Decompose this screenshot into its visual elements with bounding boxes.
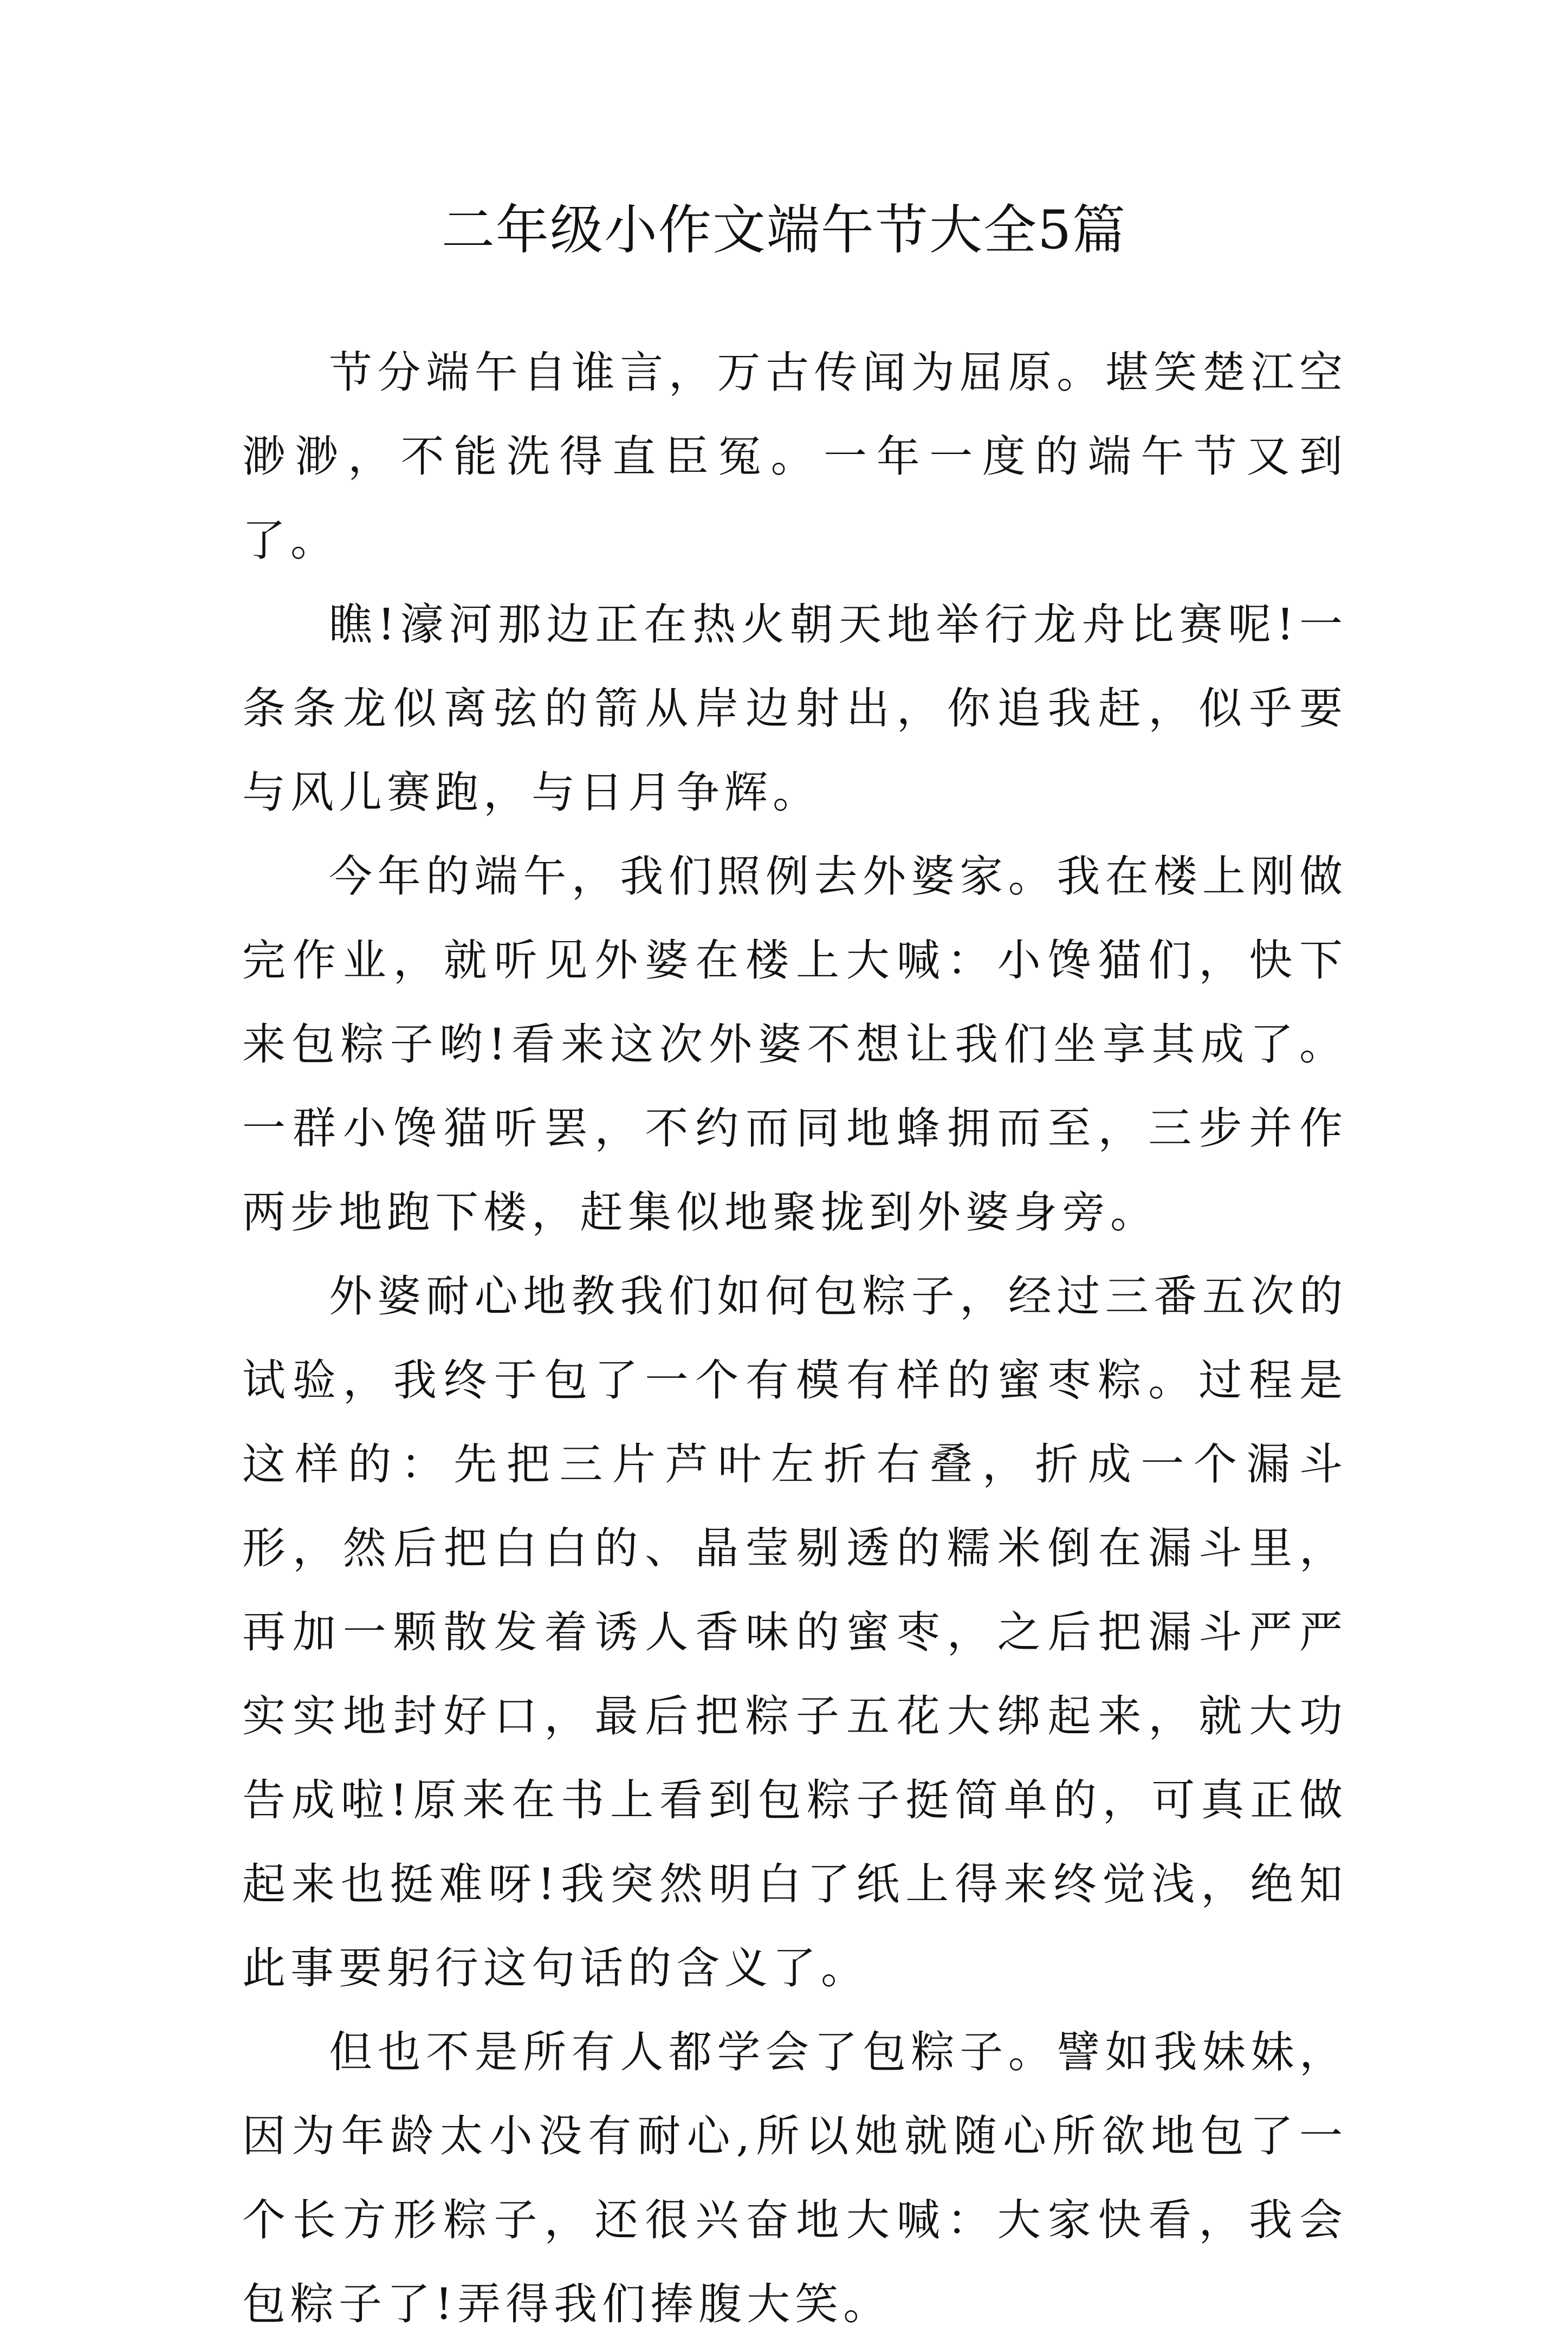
paragraph: 今年的端午，我们照例去外婆家。我在楼上刚做完作业，就听见外婆在楼上大喊：小馋猫们，快下来包粽子哟!看来这次外婆不想让我们坐享其成了。一群小馋猫听罢，不约而同地蜂拥而至，三步并作两步地跑下楼，赶集似地聚拢到外婆身旁。 bbox=[242, 851, 1347, 1237]
paragraph: 瞧!濠河那边正在热火朝天地举行龙舟比赛呢!一条条龙似离弦的箭从岸边射出，你追我赶，似乎要与风儿赛跑，与日月争辉。 bbox=[242, 599, 1347, 818]
paragraph: 外婆耐心地教我们如何包粽子，经过三番五次的试验，我终于包了一个有模有样的蜜枣粽。过程是这样的：先把三片芦叶左折右叠，折成一个漏斗形，然后把白白的、晶莹剔透的糯米倒在漏斗里，再加一颗散发着诱人香味的蜜枣，之后把漏斗严严实实地封好口，最后把粽子五花大绑起来，就大功告成啦!原来在书上看到包粽子挺简单的，可真正做起来也挺难呀!我突然明白了纸上得来终觉浅，绝知此事要躬行这句话的含义了。 bbox=[242, 1271, 1347, 1993]
paragraph: 但也不是所有人都学会了包粽子。譬如我妹妹，因为年龄太小没有耐心,所以她就随心所欲地包了一个长方形粽子，还很兴奋地大喊：大家快看，我会包粽子了!弄得我们捧腹大笑。 bbox=[242, 2027, 1347, 2329]
article-body bbox=[242, 330, 1347, 2346]
paragraph: 节分端午自谁言，万古传闻为屈原。堪笑楚江空渺渺，不能洗得直臣冤。一年一度的端午节又到了。 bbox=[242, 347, 1347, 566]
page-title: 二年级小作文端午节大全5篇 bbox=[441, 199, 1127, 261]
